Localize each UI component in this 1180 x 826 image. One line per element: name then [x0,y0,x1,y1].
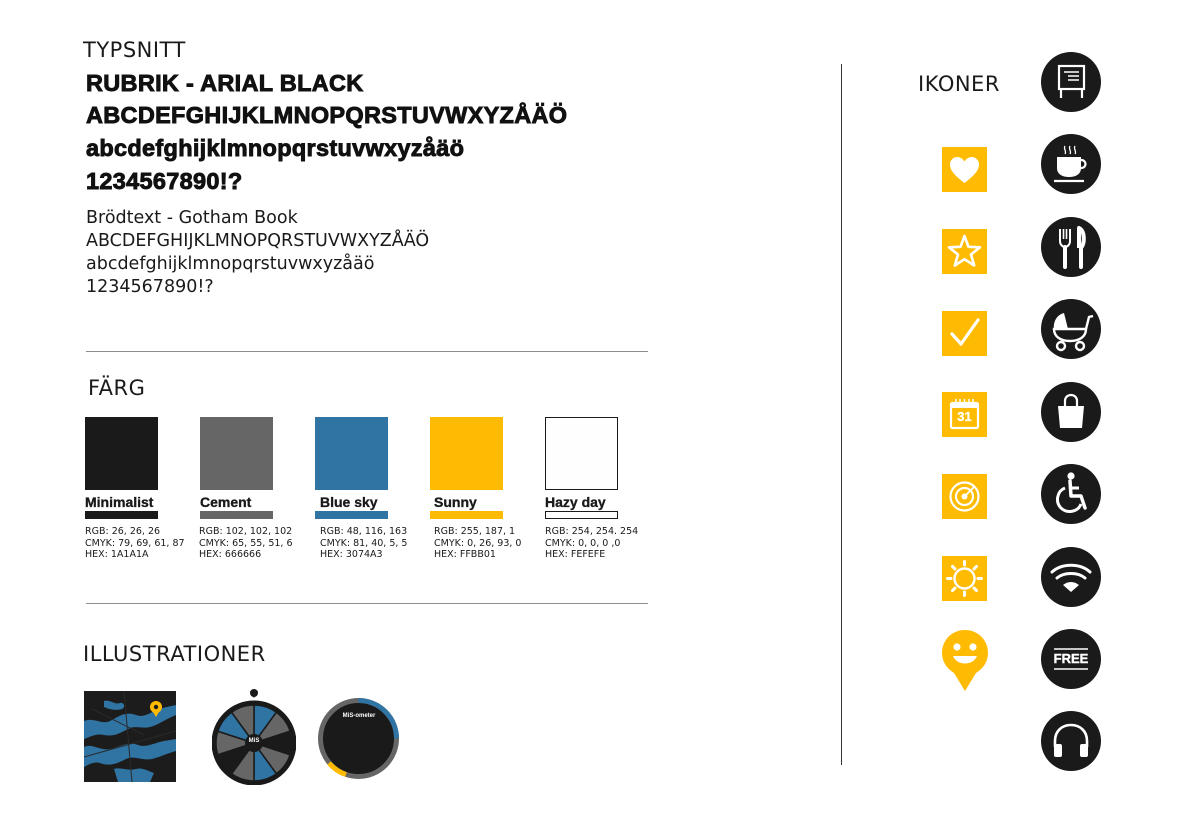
coffee-cup-icon [1041,134,1101,194]
free-label: FREE [1053,651,1089,666]
sun-ray [952,566,954,568]
swatch-cmyk-value: CMYK: 0, 0, 0 ,0 [545,537,621,549]
sun-ray [952,588,954,590]
spinning-wheel-illustration [212,688,296,785]
swatch-cmyk-value: CMYK: 65, 55, 51, 6 [199,537,293,549]
heading-font-lowercase: abcdefghijklmnopqrstuvwxyzåäö [86,135,465,161]
vertical-divider [841,64,842,765]
smiley-pin-icon [942,630,988,692]
heading-font-digits: 1234567890!? [86,168,243,194]
swatch-color-bar [315,511,388,519]
headphones-icon [1041,711,1101,771]
swatch-cmyk-value: CMYK: 0, 26, 93, 0 [434,537,522,549]
colors-section-title: FÄRG [88,376,146,400]
swatch-rgb-value: RGB: 48, 116, 163 [320,526,408,537]
swatch-color-bar [545,511,618,519]
heart-icon [942,147,987,192]
heading-font-uppercase: ABCDEFGHIJKLMNOPQRSTUVWXYZÅÄÖ [86,102,568,128]
wheel-center-label: MiS [248,738,260,744]
sun-ray [974,588,976,590]
swatch-name: Hazy day [545,494,606,510]
body-font-digits: 1234567890!? [86,277,214,297]
swatch-hex-value: HEX: FFBB01 [434,549,496,560]
calendar-day-label: 31 [957,409,972,424]
swatch-color-bar [200,511,273,519]
info-board-icon [1041,52,1101,112]
divider [86,351,648,352]
free-icon [1041,629,1101,689]
swatch-rgb-value: RGB: 26, 26, 26 [85,526,161,537]
swatch-name: Cement [200,494,252,510]
sun-icon [942,556,987,601]
swatch-rgb-value: RGB: 102, 102, 102 [199,526,293,537]
icons-section-title: IKONER [918,72,1000,96]
stroller-icon [1041,299,1101,359]
divider [86,603,648,604]
target-icon [942,474,987,519]
swatch-name: Sunny [434,494,477,510]
swatch-hex-value: HEX: 3074A3 [320,549,383,560]
fork-knife-icon [1041,217,1101,277]
mis-ometer-illustration [316,696,401,781]
heading-font-label: RUBRIK - ARIAL BLACK [86,70,364,96]
mis-ometer-label: MiS-ometer [342,713,376,719]
swatch-rgb-value: RGB: 255, 187, 1 [434,526,516,537]
wheelchair-icon [1041,464,1101,524]
color-swatch [200,417,273,490]
swatch-cmyk-value: CMYK: 79, 69, 61, 87 [85,537,185,549]
body-font-uppercase: ABCDEFGHIJKLMNOPQRSTUVWXYZÅÄÖ [86,231,430,251]
swatch-hex-value: HEX: FEFEFE [545,549,606,560]
calendar-icon [942,392,987,437]
illustrations-section-title: ILLUSTRATIONER [83,642,266,666]
swatch-cmyk-value: CMYK: 81, 40, 5, 5 [320,537,408,549]
swatch-hex-value: HEX: 1A1A1A [85,549,149,560]
swatch-rgb-value: RGB: 254, 254. 254 [545,526,639,537]
swatch-name: Blue sky [320,494,378,510]
color-swatch [85,417,158,490]
swatch-color-bar [430,511,503,519]
map-illustration [84,691,176,782]
star-icon [942,229,987,274]
typography-section-title: TYPSNITT [83,38,186,62]
color-swatch [315,417,388,490]
shopping-bag-icon [1041,382,1101,442]
checkmark-icon [942,311,987,356]
swatch-color-bar [85,511,158,519]
wifi-icon [1041,547,1101,607]
body-font-lowercase: abcdefghijklmnopqrstuvwxyzåäö [86,254,375,274]
color-swatch [430,417,503,490]
swatch-hex-value: HEX: 666666 [199,549,262,560]
color-swatch [545,417,618,490]
body-font-label: Brödtext - Gotham Book [86,208,298,228]
sun-ray [974,566,976,568]
swatch-name: Minimalist [85,494,154,510]
